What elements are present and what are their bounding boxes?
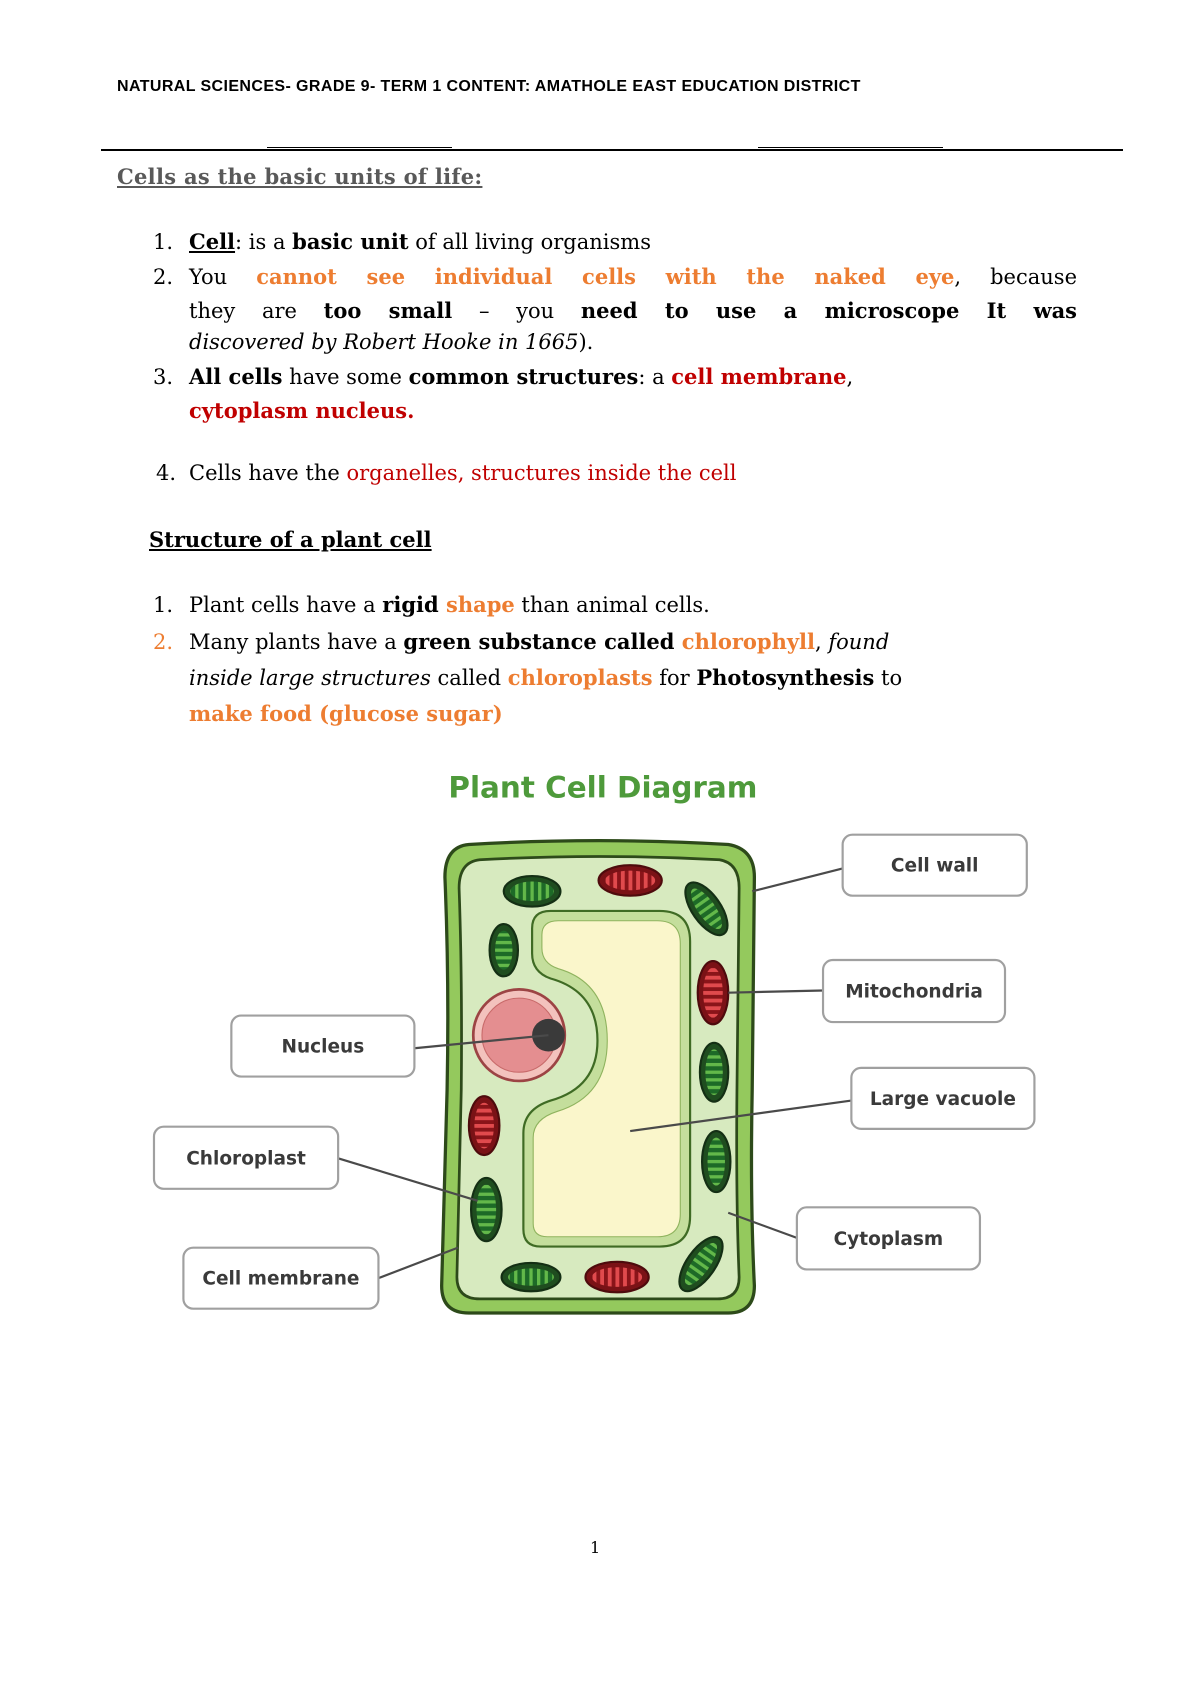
- list-number: 3.: [153, 365, 174, 389]
- text-run: , because: [954, 265, 1077, 289]
- cells-item-2-line-2: [153, 294, 1077, 328]
- text-run-bold: green substance called: [403, 629, 682, 654]
- text-run: called: [430, 666, 508, 690]
- text-run-italic: inside large structures: [189, 666, 431, 690]
- text-run-bold: common structures: [408, 364, 639, 389]
- list-text: [189, 625, 1077, 659]
- page-header: NATURAL SCIENCES- GRADE 9- TERM 1 CONTENT: AMATHOLE EAST EDUCATION DISTRICT: [117, 78, 861, 95]
- text-run: than animal cells.: [514, 593, 710, 617]
- list-text: [189, 360, 1077, 394]
- chloroplast-organelle: [700, 1043, 728, 1102]
- page-number: 1: [590, 1538, 601, 1557]
- chloroplast-organelle: [504, 876, 561, 907]
- chloroplast-organelle: [471, 1178, 502, 1241]
- mitochondrion-organelle: [698, 961, 729, 1024]
- label-cell-wall: [752, 835, 1027, 896]
- text-run: Plant cells have a: [189, 593, 383, 617]
- list-text: [189, 394, 1077, 428]
- list-text: [189, 588, 1077, 622]
- plant-item-2-line-2: [153, 661, 1077, 695]
- label-text: Chloroplast: [186, 1148, 306, 1170]
- list-text: [189, 294, 1077, 328]
- term-cell: Cell: [189, 229, 236, 254]
- text-run: of all living organisms: [408, 230, 651, 254]
- text-run: You: [189, 265, 257, 289]
- cells-item-2-line-1: [153, 260, 1077, 294]
- label-text: Nucleus: [281, 1036, 365, 1058]
- list-text: [189, 456, 1077, 490]
- nucleolus-shape: [532, 1019, 565, 1052]
- text-run-bold: Photosynthesis: [696, 665, 875, 690]
- text-run-bold: need to use a microscope It was: [580, 298, 1077, 323]
- label-text: Cell wall: [890, 855, 979, 877]
- list-number: 1.: [153, 593, 174, 617]
- cells-item-3-line-1: [153, 360, 1077, 394]
- cells-item-4: [153, 456, 1077, 490]
- text-run: ,: [846, 365, 854, 389]
- text-run: : is a: [235, 230, 293, 254]
- cells-item-3-line-2: [153, 394, 1077, 428]
- header-rule-segment: [267, 147, 452, 148]
- header-rule-segment: [758, 147, 943, 148]
- text-run: ).: [578, 330, 594, 354]
- plant-item-1: [153, 588, 1077, 622]
- diagram-title: Plant Cell Diagram: [448, 770, 758, 805]
- text-run-bold: rigid: [382, 592, 446, 617]
- label-text: Cell membrane: [202, 1268, 360, 1290]
- text-run-red: organelles, structures inside the cell: [346, 461, 737, 485]
- text-run: have some: [282, 365, 409, 389]
- text-run: Cells have the: [189, 461, 347, 485]
- label-text: Large vacuole: [869, 1088, 1016, 1110]
- label-text: Cytoplasm: [833, 1228, 944, 1250]
- list-text: [189, 697, 1077, 731]
- chloroplast-organelle: [490, 924, 518, 976]
- label-cytoplasm: [728, 1207, 980, 1269]
- mitochondrion-organelle: [599, 865, 662, 896]
- label-cell-membrane: [183, 1248, 458, 1309]
- text-run-italic: found: [828, 630, 890, 654]
- text-run-highlight: chloroplasts: [507, 665, 653, 690]
- text-run-italic: discovered by Robert Hooke in 1665: [189, 330, 579, 354]
- list-number: 4.: [156, 461, 177, 485]
- section-heading-cells: Cells as the basic units of life:: [117, 164, 483, 189]
- plant-item-2-line-3: [153, 697, 1077, 731]
- text-run-bold: basic unit: [292, 229, 409, 254]
- leader-line: [752, 868, 842, 891]
- text-run: ,: [815, 630, 829, 654]
- text-run: : a: [638, 365, 672, 389]
- text-run: Many plants have a: [189, 630, 404, 654]
- cells-item-2-line-3: [153, 325, 1077, 359]
- text-run-red: cytoplasm nucleus.: [189, 398, 415, 423]
- text-run: to: [874, 666, 903, 690]
- chloroplast-organelle: [702, 1131, 730, 1192]
- text-run-red: cell membrane: [671, 364, 847, 389]
- text-run-highlight: make food (glucose sugar): [189, 701, 503, 726]
- text-run-highlight: shape: [446, 592, 515, 617]
- list-number: 2.: [153, 630, 174, 654]
- plant-cell-diagram: [142, 730, 1090, 1324]
- list-text: [189, 661, 1077, 695]
- text-run-bold: too small: [323, 298, 453, 323]
- list-number: 1.: [153, 230, 174, 254]
- cells-item-1: [153, 225, 1077, 259]
- list-number: 2.: [153, 265, 174, 289]
- text-run: – you: [452, 299, 581, 323]
- mitochondrion-organelle: [585, 1262, 648, 1293]
- plant-item-2-line-1: [153, 625, 1077, 659]
- label-chloroplast: [154, 1127, 478, 1201]
- chloroplast-organelle: [502, 1263, 561, 1291]
- header-rule: [101, 149, 1123, 151]
- text-run-bold: All cells: [189, 364, 283, 389]
- label-mitochondria: [728, 960, 1005, 1022]
- section-heading-plant-cell: Structure of a plant cell: [149, 527, 432, 552]
- text-run: for: [652, 666, 697, 690]
- text-run: they are: [189, 299, 324, 323]
- mitochondrion-organelle: [469, 1096, 500, 1155]
- list-text: [189, 225, 1077, 259]
- list-text: [189, 260, 1077, 294]
- text-run-highlight: cannot see individual cells with the naked eye: [256, 264, 955, 289]
- label-text: Mitochondria: [845, 981, 983, 1003]
- text-run-highlight: chlorophyll: [681, 629, 815, 654]
- list-text: [189, 325, 1077, 359]
